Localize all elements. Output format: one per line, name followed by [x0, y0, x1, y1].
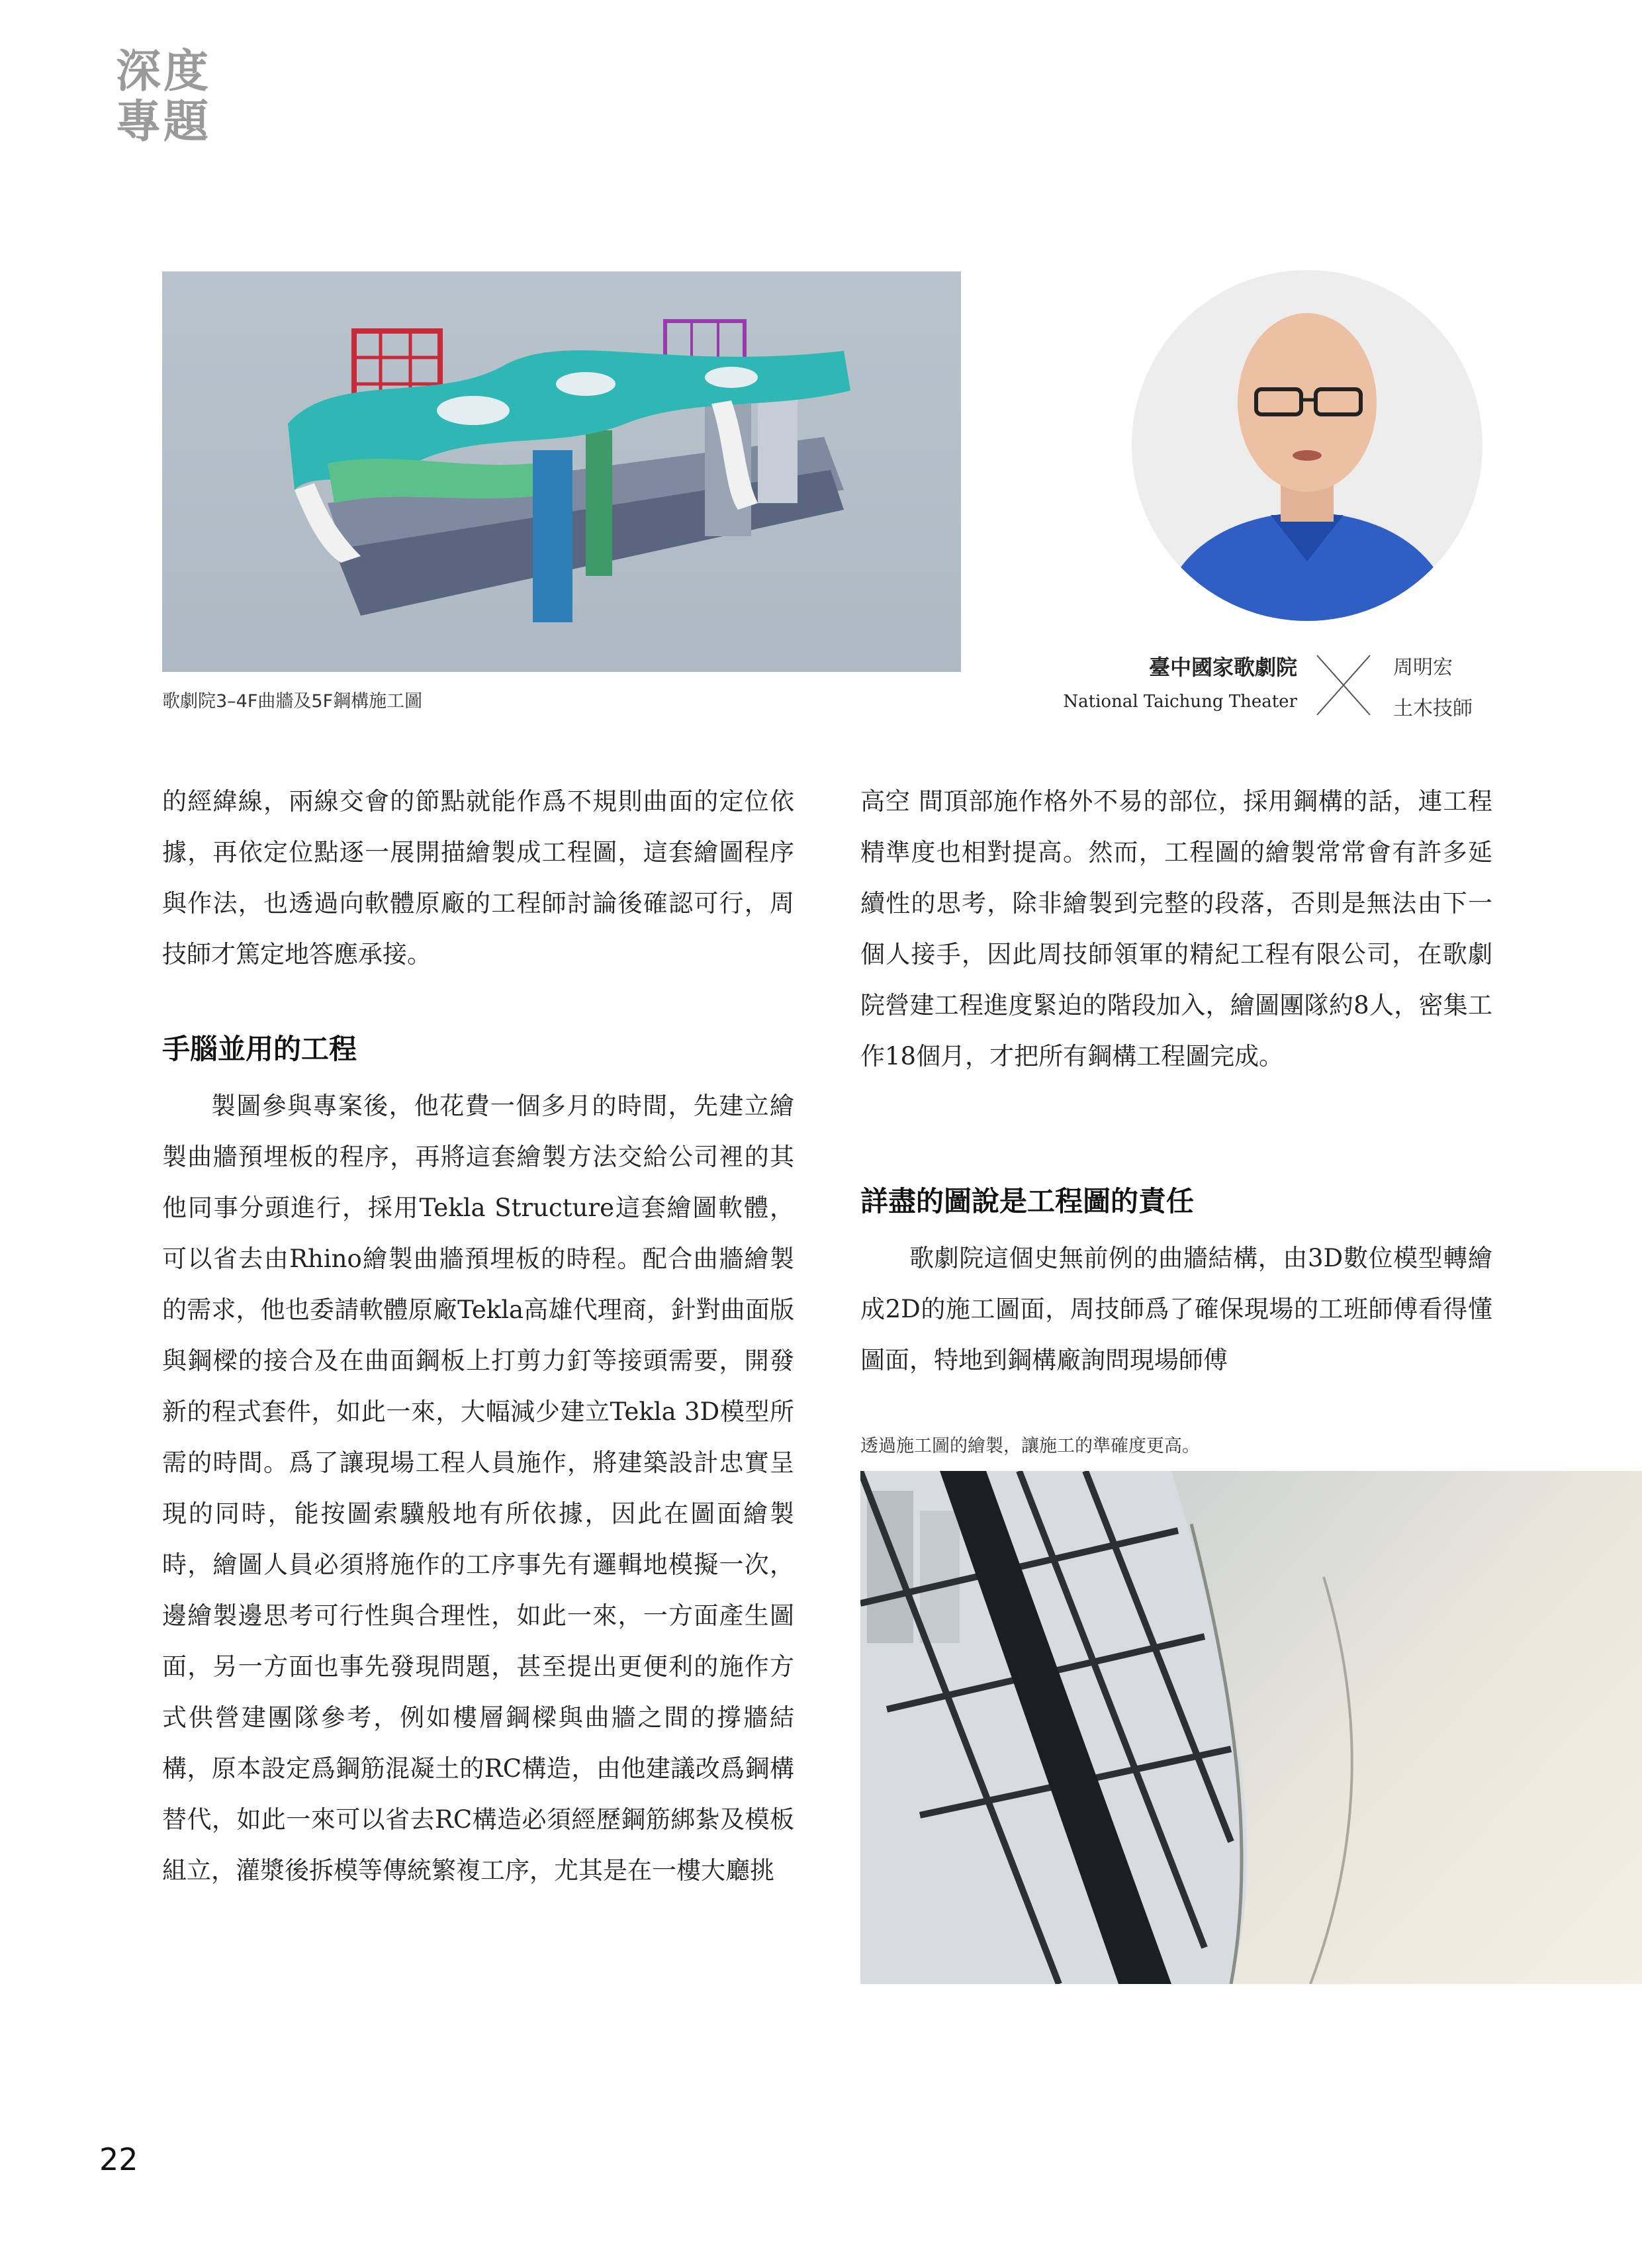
model-caption: 歌劇院3–4F曲牆及5F鋼構施工圖 — [162, 691, 423, 712]
3d-building-model-icon — [162, 271, 961, 672]
section-tag-line1: 深度 — [116, 45, 212, 98]
person-title: 土木技師 — [1393, 697, 1473, 720]
section-tag — [116, 46, 211, 147]
person-name: 周明宏 — [1393, 656, 1453, 679]
photo-caption: 透過施工圖的繪製，讓施工的準確度更高。 — [860, 1436, 1200, 1456]
organization-name-english: National Taichung Theater — [1063, 692, 1297, 712]
column2-intro-text — [860, 776, 1492, 1082]
section-tag-line2: 專題 — [116, 95, 212, 148]
section-heading-2: 詳盡的圖說是工程圖的責任 — [860, 1185, 1195, 1217]
column1-body-paragraph: 製圖參與專案後，他花費一個多月的時間，先建立繪製曲牆預埋板的程序，再將這套繪製方法交給公司裡的其他同事分頭進行，採用Tekla Structure這套繪圖軟體，可以省去由Rhino繪製曲牆預埋板的時程。配合曲牆繪製的需求，他也委請軟體原廠Tekla高雄代理商，針對曲面版與鋼樑的接合及在曲面鋼板上打剪力釘等接頭需要，開發新的程式套件，如此一來，大幅減少建立Tekla 3D模型所需的時間。爲了讓現場工程人員施作，將建築設計忠實呈現的同時，能按圖索驥般地有所依據，因此在圖面繪製時，繪圖人員必須將施作的工序事先有邏輯地模擬一次，邊繪製邊思考可行性與合理性，如此一來，一方面產生圖面，另一方面也事先發現問題，甚至提出更便利的施作方式供營建團隊參考，例如樓層鋼樑與曲牆之間的撐牆結構，原本設定爲鋼筋混凝土的RC構造，由他建議改爲鋼構替代，如此一來可以省去RC構造必須經歷鋼筋綁紮及模板組立，灌漿後拆模等傳統繁複工序，尤其是在一樓大廳挑 — [162, 1092, 794, 1885]
person-portrait-icon — [1132, 270, 1482, 621]
section-heading-1: 手腦並用的工程 — [162, 1033, 357, 1065]
column2-body-text — [860, 1233, 1492, 1386]
column1-intro-text — [162, 776, 794, 980]
curved-wall-photo — [860, 1471, 1642, 1984]
3d-building-model-image — [162, 271, 961, 672]
column1-intro-paragraph: 的經緯線，兩線交會的節點就能作爲不規則曲面的定位依據，再依定位點逐一展開描繪製成工程圖，這套繪圖程序與作法，也透過向軟體原廠的工程師討論後確認可行，周技師才篤定地答應承接。 — [162, 787, 794, 969]
column2-intro-paragraph: 高空 間頂部施作格外不易的部位，採用鋼構的話，連工程精準度也相對提高。然而，工程圖的繪製常常會有許多延續性的思考，除非繪製到完整的段落，否則是無法由下一個人接手，因此周技師領軍的精紀工程有限公司，在歌劇院營建工程進度緊迫的階段加入，繪圖團隊約8人，密集工作18個月，才把所有鋼構工程圖完成。 — [860, 787, 1492, 1070]
column2-body-paragraph: 歌劇院這個史無前例的曲牆結構，由3D數位模型轉繪成2D的施工圖面，周技師爲了確保現場的工班師傅看得懂圖面，特地到鋼構廠詢問現場師傅 — [860, 1244, 1492, 1374]
cross-divider-icon — [1314, 652, 1373, 718]
page-number: 22 — [99, 2142, 138, 2177]
curved-wall-photo-icon — [860, 1471, 1642, 1984]
column1-body-text — [162, 1080, 794, 1896]
person-portrait — [1132, 270, 1482, 621]
organization-name: 臺中國家歌劇院 — [1148, 655, 1297, 680]
